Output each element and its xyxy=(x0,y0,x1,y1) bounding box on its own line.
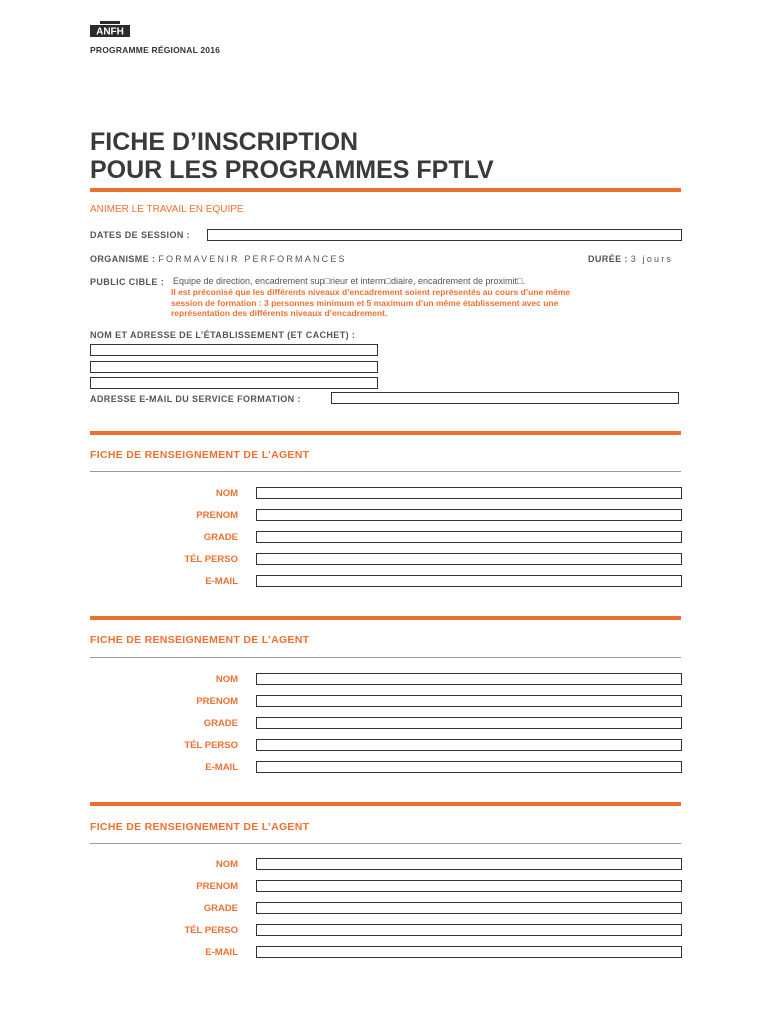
establishment-label: NOM ET ADRESSE DE L’ÉTABLISSEMENT (ET CACHET) : xyxy=(90,330,356,340)
agent-3-prenom-label: PRENOM xyxy=(196,881,238,892)
anfh-logo xyxy=(90,21,130,41)
agent-3-email-field[interactable] xyxy=(256,946,682,958)
agent-3-title: FICHE DE RENSEIGNEMENT DE L’AGENT xyxy=(90,821,310,833)
agent-3-rule xyxy=(90,843,681,844)
agent-2-grade-label: GRADE xyxy=(203,718,238,729)
public-text: Equipe de direction, encadrement sup□rieur et interm□diaire, encadrement de proximit□. xyxy=(173,276,525,286)
title-divider xyxy=(90,188,681,192)
title-line-1: FICHE D’INSCRIPTION xyxy=(90,128,359,156)
agent-2-divider xyxy=(90,616,681,620)
agent-1-divider xyxy=(90,431,681,435)
agent-3-tel-label: TÉL PERSO xyxy=(184,925,238,936)
agent-1-nom-label: NOM xyxy=(215,488,238,499)
agent-3-divider xyxy=(90,802,681,806)
public-label: PUBLIC CIBLE : xyxy=(90,277,165,287)
agent-3-email-input[interactable] xyxy=(257,947,681,957)
agent-1-nom-input[interactable] xyxy=(257,488,681,498)
agent-3-nom-input[interactable] xyxy=(257,859,681,869)
agent-3-prenom-field[interactable] xyxy=(256,880,682,892)
agent-2-tel-field[interactable] xyxy=(256,739,682,751)
establishment-input-3[interactable] xyxy=(91,378,377,388)
agent-1-grade-input[interactable] xyxy=(257,532,681,542)
duration-value: 3 jours xyxy=(630,254,674,264)
establishment-line-3[interactable] xyxy=(90,377,378,389)
agent-3-grade-input[interactable] xyxy=(257,903,681,913)
agent-3-tel-field[interactable] xyxy=(256,924,682,936)
agent-2-email-label: E-MAIL xyxy=(205,762,238,773)
service-email-input[interactable] xyxy=(332,393,678,403)
agent-3-nom-field[interactable] xyxy=(256,858,682,870)
agent-3-prenom-input[interactable] xyxy=(257,881,681,891)
agent-1-email-field[interactable] xyxy=(256,575,682,587)
program-subtitle: PROGRAMME RÉGIONAL 2016 xyxy=(90,45,221,55)
agent-2-title: FICHE DE RENSEIGNEMENT DE L’AGENT xyxy=(90,634,310,646)
agent-2-email-input[interactable] xyxy=(257,762,681,772)
agent-1-tel-input[interactable] xyxy=(257,554,681,564)
agent-1-prenom-input[interactable] xyxy=(257,510,681,520)
logo-text: ANFH xyxy=(96,26,124,38)
duration-label-text: DURÉE : xyxy=(588,254,628,264)
agent-2-tel-input[interactable] xyxy=(257,740,681,750)
agent-1-grade-label: GRADE xyxy=(203,532,238,543)
service-email-label: ADRESSE E-MAIL DU SERVICE FORMATION : xyxy=(90,394,301,404)
agent-1-email-label: E-MAIL xyxy=(205,576,238,587)
training-name: ANIMER LE TRAVAIL EN EQUIPE xyxy=(90,204,244,215)
agent-1-prenom-label: PRENOM xyxy=(196,510,238,521)
agent-1-grade-field[interactable] xyxy=(256,531,682,543)
agent-3-email-label: E-MAIL xyxy=(205,947,238,958)
agent-1-tel-label: TÉL PERSO xyxy=(184,554,238,565)
public-note xyxy=(171,287,671,319)
agent-1-title: FICHE DE RENSEIGNEMENT DE L’AGENT xyxy=(90,449,310,461)
duration-label xyxy=(588,254,673,264)
agent-2-email-field[interactable] xyxy=(256,761,682,773)
agent-1-prenom-field[interactable] xyxy=(256,509,682,521)
agent-2-prenom-field[interactable] xyxy=(256,695,682,707)
agent-2-prenom-label: PRENOM xyxy=(196,696,238,707)
establishment-input-2[interactable] xyxy=(91,362,377,372)
page-title xyxy=(90,128,494,184)
agent-2-rule xyxy=(90,657,681,658)
organism-value: FORMAVENIR PERFORMANCES xyxy=(158,254,347,264)
establishment-line-1[interactable] xyxy=(90,344,378,356)
organism-label-text: ORGANISME : xyxy=(90,254,156,264)
agent-2-nom-field[interactable] xyxy=(256,673,682,685)
organism-label xyxy=(90,254,347,264)
title-line-2: POUR LES PROGRAMMES FPTLV xyxy=(90,156,494,184)
dates-input[interactable] xyxy=(208,230,681,240)
agent-1-tel-field[interactable] xyxy=(256,553,682,565)
establishment-line-2[interactable] xyxy=(90,361,378,373)
agent-1-email-input[interactable] xyxy=(257,576,681,586)
public-note-line-1: Il est préconisé que les différents niveaux d’encadrement soient représentés au cours d’une même xyxy=(171,287,571,297)
agent-2-prenom-input[interactable] xyxy=(257,696,681,706)
agent-1-rule xyxy=(90,471,681,472)
agent-2-nom-label: NOM xyxy=(215,674,238,685)
public-note-line-3: représentation des différents niveaux d’encadrement. xyxy=(171,308,388,318)
public-note-line-2: session de formation : 3 personnes minimum et 5 maximum d’un même établissement avec une xyxy=(171,297,559,308)
dates-field[interactable] xyxy=(207,229,682,241)
agent-1-nom-field[interactable] xyxy=(256,487,682,499)
agent-3-grade-field[interactable] xyxy=(256,902,682,914)
agent-2-grade-field[interactable] xyxy=(256,717,682,729)
agent-3-nom-label: NOM xyxy=(215,859,238,870)
agent-3-grade-label: GRADE xyxy=(203,903,238,914)
establishment-input-1[interactable] xyxy=(91,345,377,355)
service-email-field[interactable] xyxy=(331,392,679,404)
agent-2-grade-input[interactable] xyxy=(257,718,681,728)
agent-2-tel-label: TÉL PERSO xyxy=(184,740,238,751)
agent-2-nom-input[interactable] xyxy=(257,674,681,684)
agent-3-tel-input[interactable] xyxy=(257,925,681,935)
dates-label: DATES DE SESSION : xyxy=(90,230,191,240)
